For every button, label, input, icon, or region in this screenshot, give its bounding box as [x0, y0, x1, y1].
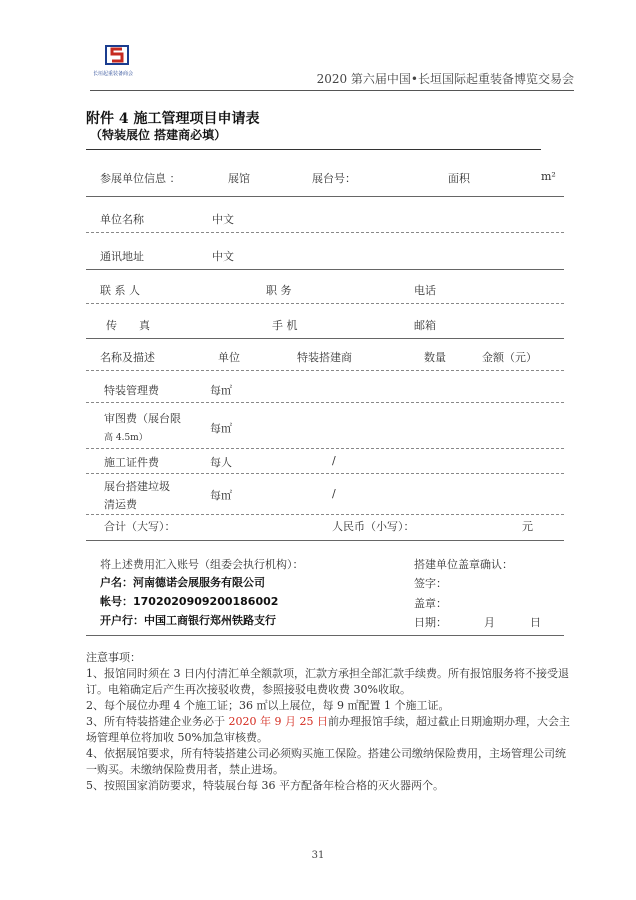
address-label: 通讯地址 — [100, 250, 144, 263]
fee-unit: 每㎡ — [210, 489, 232, 502]
row-divider — [86, 338, 564, 339]
document-title: 附件 4 施工管理项目申请表 — [86, 111, 260, 127]
fee-name: 施工证件费 — [104, 456, 159, 469]
notes-heading: 注意事项： — [86, 651, 141, 664]
note-item: 4、依据展馆要求，所有特装搭建公司必须购买施工保险。搭建公司缴纳保险费用，主场管理公司统一购买。未缴纳保险费用者，禁止进场。 — [86, 747, 566, 776]
row-divider — [86, 540, 564, 541]
note-item — [86, 714, 570, 746]
table-header-quantity: 数量 — [424, 351, 446, 364]
fee-name-line2: 高 4.5m） — [104, 433, 148, 443]
note-item: 1、报馆同时须在 3 日内付清汇单全额款项，汇款方承担全部汇款手续费。所有报馆服务将不接受退订。电箱确定后产生再次接驳收费，参照接驳电费收费 30%收取。 — [86, 667, 569, 696]
fee-name: 展台搭建垃圾 — [104, 480, 170, 493]
yuan-label: 元 — [522, 520, 533, 533]
fee-unit: 每㎡ — [210, 422, 232, 435]
deadline-date: 2020 年 9 月 25 日 — [228, 715, 328, 728]
table-header-name: 名称及描述 — [100, 351, 155, 364]
date-label: 日期： — [414, 616, 447, 629]
total-label: 合计（大写）： — [104, 520, 176, 533]
note-text: 前办理报馆手续，超过截止日期逾期办理，大会主场管理单位将加收 50%加急审核费。 — [86, 715, 570, 744]
fee-name: 审图费（展台限 — [104, 412, 181, 425]
table-header-builder: 特装搭建商 — [297, 351, 352, 364]
email-label: 邮箱 — [414, 319, 436, 332]
day-label: 日 — [530, 616, 541, 629]
logo-icon — [104, 44, 130, 66]
contact-label: 联 系 人 — [100, 284, 140, 297]
row-divider — [86, 448, 564, 449]
fax-label: 传 真 — [106, 319, 150, 332]
note-item: 2、每个展位办理 4 个施工证；36 ㎡以上展位，每 9 ㎡配置 1 个施工证。 — [86, 699, 450, 712]
mobile-label: 手 机 — [272, 319, 298, 332]
header-title: 2020 第六届中国•长垣国际起重装备博览交易会 — [316, 72, 574, 86]
logo-text: 长垣起重装备商会 — [93, 71, 134, 77]
month-label: 月 — [484, 616, 495, 629]
fee-name-line2: 清运费 — [104, 498, 137, 511]
title-divider — [86, 149, 541, 150]
address-lang: 中文 — [212, 250, 234, 263]
phone-label: 电话 — [414, 284, 436, 297]
seal-label: 搭建单位盖章确认： — [414, 558, 513, 571]
row-divider — [86, 196, 564, 197]
row-divider — [86, 370, 564, 371]
bank-name: 开户行：中国工商银行郑州铁路支行 — [100, 614, 276, 627]
exhibitor-info-label: 参展单位信息 ： — [100, 172, 181, 185]
fee-unit: 每人 — [210, 456, 232, 469]
stamp-label: 盖章： — [414, 597, 447, 610]
area-label: 面积 — [448, 172, 470, 185]
area-unit: m² — [541, 170, 556, 183]
company-lang: 中文 — [212, 213, 234, 226]
row-divider — [86, 232, 564, 233]
fee-builder: / — [332, 454, 336, 467]
page-number: 31 — [311, 850, 325, 861]
row-divider — [86, 473, 564, 474]
account-number: 帐号：1702020909200186002 — [100, 595, 279, 608]
row-divider — [86, 635, 564, 636]
row-divider — [86, 303, 564, 304]
note-item: 5、按照国家消防要求，特装展台每 36 平方配备年检合格的灭火器两个。 — [86, 779, 444, 792]
sign-label: 签字： — [414, 577, 447, 590]
header-divider — [90, 90, 574, 91]
row-divider — [86, 514, 564, 515]
payment-instruction: 将上述费用汇入账号（组委会执行机构）： — [100, 558, 304, 571]
table-header-amount: 金额（元） — [482, 351, 537, 364]
document-subtitle: （特装展位 搭建商必填） — [90, 128, 227, 142]
fee-builder: / — [332, 487, 336, 500]
row-divider — [86, 402, 564, 403]
row-divider — [86, 269, 564, 270]
account-name: 户名：河南德诺会展服务有限公司 — [100, 576, 265, 589]
notes-section — [86, 650, 570, 794]
fee-name: 特装管理费 — [104, 384, 159, 397]
note-text: 3、所有特装搭建企业务必于 — [86, 715, 229, 728]
position-label: 职 务 — [266, 284, 292, 297]
rmb-label: 人民币（小写）： — [332, 520, 415, 533]
booth-label: 展台号： — [312, 172, 356, 185]
hall-label: 展馆 — [228, 172, 250, 185]
company-label: 单位名称 — [100, 213, 144, 226]
fee-unit: 每㎡ — [210, 384, 232, 397]
table-header-unit: 单位 — [218, 351, 240, 364]
